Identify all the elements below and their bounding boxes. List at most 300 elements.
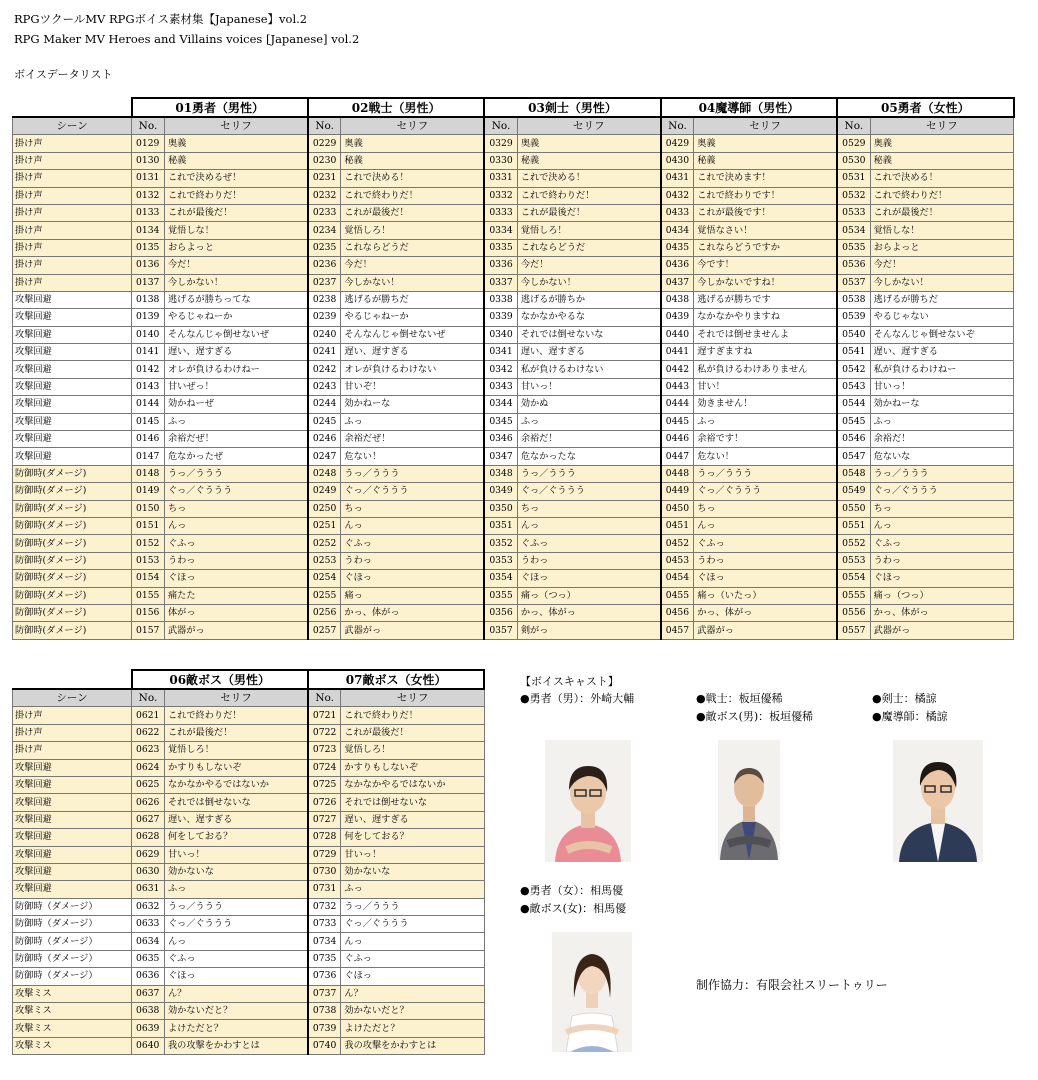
scene-cell: 攻撃回避 (13, 448, 132, 465)
voice-line-cell: 覚悟しろ！ (341, 742, 484, 759)
voice-line-cell: 奥義 (517, 135, 660, 152)
voice-number-cell: 0247 (308, 448, 341, 465)
voice-line-cell: 武器がっ (870, 622, 1013, 639)
voice-number-cell: 0337 (484, 274, 517, 291)
voice-number-cell: 0341 (484, 344, 517, 361)
voice-number-cell: 0639 (132, 1020, 165, 1037)
cast-hero-male: ●勇者（男）：外崎大輔 (520, 692, 635, 705)
voice-line-cell: かっ、体がっ (517, 604, 660, 621)
voice-number-cell: 0354 (484, 570, 517, 587)
voice-line-cell: 危なかったぜ (165, 448, 308, 465)
table-row (13, 881, 485, 898)
voice-number-cell: 0538 (837, 291, 870, 308)
voice-number-cell: 0149 (132, 483, 165, 500)
no-column-header: No. (308, 117, 341, 135)
voice-number-cell: 0453 (661, 552, 694, 569)
voice-number-cell: 0727 (308, 811, 341, 828)
voice-number-cell: 0356 (484, 604, 517, 621)
voice-line-cell: これが最後です！ (694, 204, 837, 221)
voice-line-cell: 武器がっ (694, 622, 837, 639)
voice-line-cell: これで決める！ (517, 170, 660, 187)
voice-line-cell: ぐっ／ぐううう (517, 483, 660, 500)
voice-line-cell: 甘いっ！ (165, 846, 308, 863)
voice-number-cell: 0631 (132, 881, 165, 898)
scene-cell: 防御時（ダメージ） (13, 898, 132, 915)
voice-line-cell: 効きません！ (694, 396, 837, 413)
voice-number-cell: 0430 (661, 152, 694, 169)
voice-line-cell: 遅い、遅すぎる (341, 344, 484, 361)
table-row (13, 707, 485, 724)
voice-number-cell: 0444 (661, 396, 694, 413)
voice-line-cell: ぐふっ (165, 535, 308, 552)
voice-number-cell: 0245 (308, 413, 341, 430)
voice-line-cell: 効かねーな (341, 396, 484, 413)
voice-line-cell: うわっ (870, 552, 1013, 569)
voice-line-cell: 剣がっ (517, 622, 660, 639)
cast-boss-female: ●敵ボス(女)：相馬優 (520, 902, 627, 915)
voice-line-cell: なかなかやるな (517, 309, 660, 326)
voice-number-cell: 0336 (484, 257, 517, 274)
voice-number-cell: 0557 (837, 622, 870, 639)
voice-number-cell: 0456 (661, 604, 694, 621)
voice-number-cell: 0723 (308, 742, 341, 759)
voice-number-cell: 0627 (132, 811, 165, 828)
table-row (13, 187, 1014, 204)
voice-line-cell: かっ、体がっ (870, 604, 1013, 621)
table-row (13, 222, 1014, 239)
voice-line-cell: よけただと？ (165, 1020, 308, 1037)
table-row (13, 500, 1014, 517)
voice-number-cell: 0550 (837, 500, 870, 517)
table-row (13, 950, 485, 967)
voice-line-cell: 余裕だぜ！ (341, 431, 484, 448)
voice-line-cell: ぐっ／ぐううう (341, 483, 484, 500)
voice-number-cell: 0331 (484, 170, 517, 187)
scene-column-header: シーン (13, 117, 132, 135)
table-row (13, 587, 1014, 604)
table-row (13, 1020, 485, 1037)
voice-line-cell: 余裕だ！ (517, 431, 660, 448)
scene-cell: 防御時（ダメージ） (13, 933, 132, 950)
voice-line-cell: ぐっ／ぐううう (870, 483, 1013, 500)
voice-line-cell: そんなんじゃ倒せないぜ (341, 326, 484, 343)
voice-number-cell: 0146 (132, 431, 165, 448)
scene-cell: 掛け声 (13, 135, 132, 152)
voice-number-cell: 0457 (661, 622, 694, 639)
voice-number-cell: 0329 (484, 135, 517, 152)
voice-line-cell: 武器がっ (165, 622, 308, 639)
cast-mage: ●魔導師：橘諒 (872, 710, 948, 723)
production-credit: 制作協力：有限会社スリートゥリー (696, 978, 888, 992)
voice-line-cell: 覚悟なさい！ (694, 222, 837, 239)
voice-number-cell: 0157 (132, 622, 165, 639)
line-column-header: セリフ (870, 117, 1013, 135)
table-row (13, 742, 485, 759)
voice-line-cell: 何をしておる？ (341, 829, 484, 846)
voice-line-cell: これで終わりだ！ (341, 707, 484, 724)
table-row (13, 985, 485, 1002)
voice-line-cell: 今だ！ (870, 257, 1013, 274)
voice-number-cell: 0229 (308, 135, 341, 152)
voice-number-cell: 0139 (132, 309, 165, 326)
voice-number-cell: 0450 (661, 500, 694, 517)
voice-line-cell: 遅い、遅すぎる (517, 344, 660, 361)
actor-photo-2 (718, 740, 780, 860)
voice-number-cell: 0135 (132, 239, 165, 256)
scene-cell: 防御時(ダメージ) (13, 500, 132, 517)
voice-number-cell: 0636 (132, 968, 165, 985)
voice-number-cell: 0136 (132, 257, 165, 274)
voice-line-cell: 甘いっ！ (517, 378, 660, 395)
table-row (13, 811, 485, 828)
actor-photo-1 (545, 740, 631, 862)
voice-number-cell: 0240 (308, 326, 341, 343)
voice-number-cell: 0622 (132, 724, 165, 741)
voice-line-cell: 余裕だぜ！ (165, 431, 308, 448)
scene-cell: 攻撃回避 (13, 361, 132, 378)
voice-line-cell: おらよっと (165, 239, 308, 256)
voice-number-cell: 0140 (132, 326, 165, 343)
voice-number-cell: 0542 (837, 361, 870, 378)
voice-number-cell: 0252 (308, 535, 341, 552)
voice-number-cell: 0241 (308, 344, 341, 361)
voice-number-cell: 0233 (308, 204, 341, 221)
voice-line-cell: ふっ (341, 881, 484, 898)
voice-line-cell: ふっ (165, 881, 308, 898)
voice-line-cell: ちっ (694, 500, 837, 517)
voice-number-cell: 0544 (837, 396, 870, 413)
no-column-header: No. (132, 689, 165, 707)
voice-number-cell: 0137 (132, 274, 165, 291)
voice-line-cell: ぐふっ (165, 950, 308, 967)
table-row (13, 794, 485, 811)
voice-line-cell: 今しかない！ (870, 274, 1013, 291)
voice-number-cell: 0537 (837, 274, 870, 291)
voice-line-cell: なかなかやるではないか (165, 776, 308, 793)
scene-cell: 防御時(ダメージ) (13, 587, 132, 604)
scene-cell: 攻撃回避 (13, 829, 132, 846)
voice-line-cell: ぐふっ (341, 535, 484, 552)
voice-line-cell: これで終わりだ！ (517, 187, 660, 204)
voice-line-cell: 今だ！ (165, 257, 308, 274)
voice-line-cell: これが最後だ！ (165, 724, 308, 741)
scene-cell: 防御時（ダメージ） (13, 916, 132, 933)
voice-number-cell: 0624 (132, 759, 165, 776)
voice-line-cell: 危ない！ (694, 448, 837, 465)
voice-number-cell: 0237 (308, 274, 341, 291)
voice-line-cell: 効かないな (341, 863, 484, 880)
table-row (13, 135, 1014, 152)
voice-number-cell: 0433 (661, 204, 694, 221)
voice-line-cell: 甘いっ！ (870, 378, 1013, 395)
voice-line-cell: 甘いっ！ (341, 846, 484, 863)
voice-number-cell: 0129 (132, 135, 165, 152)
voice-number-cell: 0740 (308, 1037, 341, 1054)
voice-number-cell: 0432 (661, 187, 694, 204)
scene-cell: 攻撃回避 (13, 794, 132, 811)
table-row (13, 724, 485, 741)
voice-number-cell: 0251 (308, 517, 341, 534)
voice-line-cell: それでは倒せないな (341, 794, 484, 811)
scene-cell: 防御時（ダメージ） (13, 968, 132, 985)
scene-cell: 防御時(ダメージ) (13, 552, 132, 569)
voice-line-cell: ぐほっ (165, 968, 308, 985)
voice-line-cell: これが最後だ！ (517, 204, 660, 221)
voice-number-cell: 0248 (308, 465, 341, 482)
voice-line-cell: ちっ (517, 500, 660, 517)
voice-line-cell: 痛たた (165, 587, 308, 604)
voice-line-cell: 秘義 (870, 152, 1013, 169)
voice-line-cell: 奥義 (341, 135, 484, 152)
voice-number-cell: 0133 (132, 204, 165, 221)
voice-number-cell: 0132 (132, 187, 165, 204)
voice-line-cell: ぐふっ (870, 535, 1013, 552)
voice-line-cell: やるじゃねーか (341, 309, 484, 326)
voice-number-cell: 0344 (484, 396, 517, 413)
voice-number-cell: 0338 (484, 291, 517, 308)
scene-cell: 防御時(ダメージ) (13, 622, 132, 639)
voice-number-cell: 0730 (308, 863, 341, 880)
voice-line-cell: うっ／ううう (165, 465, 308, 482)
scene-cell: 攻撃ミス (13, 1037, 132, 1054)
voice-number-cell: 0630 (132, 863, 165, 880)
voice-line-cell: んっ (165, 933, 308, 950)
voice-number-cell: 0436 (661, 257, 694, 274)
voice-number-cell: 0257 (308, 622, 341, 639)
scene-cell: 防御時(ダメージ) (13, 517, 132, 534)
voice-line-cell: 逃げるが勝ちだ (870, 291, 1013, 308)
voice-line-cell: なかなかやりますね (694, 309, 837, 326)
voice-number-cell: 0246 (308, 431, 341, 448)
voice-line-cell: ぐふっ (517, 535, 660, 552)
voice-line-cell: 甘い！ (694, 378, 837, 395)
voice-number-cell: 0547 (837, 448, 870, 465)
voice-number-cell: 0153 (132, 552, 165, 569)
scene-cell: 掛け声 (13, 742, 132, 759)
voice-number-cell: 0540 (837, 326, 870, 343)
table-row (13, 483, 1014, 500)
voice-line-cell: ぐほっ (694, 570, 837, 587)
scene-cell: 掛け声 (13, 707, 132, 724)
cast-warrior: ●戦士：板垣優稀 (696, 692, 783, 705)
voice-line-cell: かっ、体がっ (694, 604, 837, 621)
voice-line-cell: ぐっ／ぐううう (341, 916, 484, 933)
voice-number-cell: 0448 (661, 465, 694, 482)
voice-number-cell: 0443 (661, 378, 694, 395)
list-title: ボイスデータリスト (14, 68, 113, 81)
voice-number-cell: 0545 (837, 413, 870, 430)
voice-line-cell: 奥義 (870, 135, 1013, 152)
voice-number-cell: 0131 (132, 170, 165, 187)
table-row (13, 152, 1014, 169)
voice-line-cell: それでは倒せないな (165, 794, 308, 811)
voice-line-cell: 体がっ (165, 604, 308, 621)
scene-cell: 攻撃回避 (13, 291, 132, 308)
voice-line-cell: 秘義 (694, 152, 837, 169)
no-column-header: No. (484, 117, 517, 135)
voice-number-cell: 0628 (132, 829, 165, 846)
voice-number-cell: 0548 (837, 465, 870, 482)
table-row (13, 465, 1014, 482)
voice-number-cell: 0147 (132, 448, 165, 465)
voice-line-cell: 今しかない！ (165, 274, 308, 291)
voice-line-cell: ちっ (870, 500, 1013, 517)
voice-line-cell: 遅い、遅すぎる (870, 344, 1013, 361)
voice-line-cell: うっ／ううう (341, 465, 484, 482)
voice-line-cell: ぐふっ (694, 535, 837, 552)
voice-line-cell: 甘いぞ！ (341, 378, 484, 395)
scene-cell: 掛け声 (13, 204, 132, 221)
voice-line-cell: 効かねーな (870, 396, 1013, 413)
voice-line-cell: ふっ (341, 413, 484, 430)
voice-number-cell: 0249 (308, 483, 341, 500)
scene-cell: 防御時(ダメージ) (13, 570, 132, 587)
scene-cell: 攻撃回避 (13, 776, 132, 793)
table-row (13, 448, 1014, 465)
voice-line-cell: んっ (694, 517, 837, 534)
no-column-header: No. (837, 117, 870, 135)
voice-number-cell: 0152 (132, 535, 165, 552)
scene-cell: 攻撃回避 (13, 378, 132, 395)
scene-cell: 掛け声 (13, 239, 132, 256)
voice-number-cell: 0437 (661, 274, 694, 291)
scene-cell: 掛け声 (13, 724, 132, 741)
voice-line-cell: これで終わりだ！ (165, 707, 308, 724)
voice-line-cell: うわっ (517, 552, 660, 569)
voice-number-cell: 0148 (132, 465, 165, 482)
voice-line-cell: ぐふっ (341, 950, 484, 967)
voice-line-cell: 今しかない！ (517, 274, 660, 291)
scene-cell: 掛け声 (13, 152, 132, 169)
voice-line-cell: んっ (341, 517, 484, 534)
voice-line-cell: これで終わりだ！ (165, 187, 308, 204)
voice-line-cell: 危ないな (870, 448, 1013, 465)
scene-cell: 攻撃回避 (13, 396, 132, 413)
voice-line-cell: 覚悟しろ！ (341, 222, 484, 239)
voice-number-cell: 0230 (308, 152, 341, 169)
table-row (13, 604, 1014, 621)
table-row (13, 829, 485, 846)
scene-cell: 攻撃回避 (13, 863, 132, 880)
voice-line-cell: これで終わりだ！ (870, 187, 1013, 204)
voice-number-cell: 0239 (308, 309, 341, 326)
table-row (13, 239, 1014, 256)
voice-number-cell: 0629 (132, 846, 165, 863)
voice-number-cell: 0156 (132, 604, 165, 621)
character-group-header: 01勇者（男性） (132, 98, 308, 117)
table-row (13, 170, 1014, 187)
voice-number-cell: 0349 (484, 483, 517, 500)
scene-cell: 防御時（ダメージ） (13, 950, 132, 967)
voice-number-cell: 0731 (308, 881, 341, 898)
no-column-header: No. (308, 689, 341, 707)
scene-cell: 掛け声 (13, 257, 132, 274)
table-row (13, 257, 1014, 274)
voice-line-cell: 余裕です！ (694, 431, 837, 448)
voice-line-cell: ぐほっ (517, 570, 660, 587)
voice-number-cell: 0532 (837, 187, 870, 204)
line-column-header: セリフ (694, 117, 837, 135)
voice-number-cell: 0549 (837, 483, 870, 500)
table-row (13, 570, 1014, 587)
voice-number-cell: 0633 (132, 916, 165, 933)
voice-line-cell: うっ／ううう (694, 465, 837, 482)
voice-number-cell: 0141 (132, 344, 165, 361)
scene-cell: 攻撃ミス (13, 985, 132, 1002)
voice-line-cell: よけただと？ (341, 1020, 484, 1037)
voice-number-cell: 0739 (308, 1020, 341, 1037)
voice-number-cell: 0155 (132, 587, 165, 604)
voice-number-cell: 0235 (308, 239, 341, 256)
voice-line-cell: 危ない！ (341, 448, 484, 465)
voice-number-cell: 0347 (484, 448, 517, 465)
voice-number-cell: 0254 (308, 570, 341, 587)
voice-number-cell: 0355 (484, 587, 517, 604)
voice-number-cell: 0429 (661, 135, 694, 152)
voice-line-cell: これならどうだ (341, 239, 484, 256)
voice-number-cell: 0250 (308, 500, 341, 517)
voice-number-cell: 0722 (308, 724, 341, 741)
voice-number-cell: 0637 (132, 985, 165, 1002)
table-row (13, 898, 485, 915)
voice-number-cell: 0732 (308, 898, 341, 915)
voice-number-cell: 0332 (484, 187, 517, 204)
table-row (13, 1003, 485, 1020)
voice-line-cell: 痛っ（つっ） (870, 587, 1013, 604)
voice-number-cell: 0738 (308, 1003, 341, 1020)
table-row (13, 916, 485, 933)
voice-line-cell: んっ (517, 517, 660, 534)
voice-line-cell: 余裕だ！ (870, 431, 1013, 448)
voice-number-cell: 0138 (132, 291, 165, 308)
scene-cell: 攻撃回避 (13, 881, 132, 898)
voice-number-cell: 0638 (132, 1003, 165, 1020)
character-group-header: 04魔導師（男性） (661, 98, 837, 117)
table-row (13, 361, 1014, 378)
voice-line-cell: 今です！ (694, 257, 837, 274)
voice-number-cell: 0445 (661, 413, 694, 430)
voice-number-cell: 0535 (837, 239, 870, 256)
voice-line-cell: これで終わりだ！ (341, 187, 484, 204)
voice-line-cell: かすりもしないぞ (165, 759, 308, 776)
voice-line-cell: 奥義 (165, 135, 308, 152)
scene-cell: 掛け声 (13, 222, 132, 239)
scene-cell: 攻撃回避 (13, 413, 132, 430)
voice-number-cell: 0350 (484, 500, 517, 517)
voice-line-cell: かっ、体がっ (341, 604, 484, 621)
voice-line-cell: 覚悟しな！ (870, 222, 1013, 239)
voice-line-cell: んっ (165, 517, 308, 534)
voice-line-cell: やるじゃない (870, 309, 1013, 326)
table-row (13, 344, 1014, 361)
voice-number-cell: 0353 (484, 552, 517, 569)
voice-line-cell: 私が負けるわけありません (694, 361, 837, 378)
table-row (13, 291, 1014, 308)
scene-cell: 掛け声 (13, 274, 132, 291)
actor-photo-3 (893, 740, 983, 862)
doc-title-jp: RPGツクールMV RPGボイス素材集【Japanese】vol.2 (14, 12, 308, 26)
table-row (13, 326, 1014, 343)
voice-line-cell: うわっ (165, 552, 308, 569)
line-column-header: セリフ (165, 689, 308, 707)
voice-number-cell: 0623 (132, 742, 165, 759)
voice-line-cell: 覚悟しろ！ (165, 742, 308, 759)
table-row (13, 622, 1014, 639)
voice-number-cell: 0154 (132, 570, 165, 587)
voice-number-cell: 0345 (484, 413, 517, 430)
voice-number-cell: 0449 (661, 483, 694, 500)
table-row (13, 431, 1014, 448)
